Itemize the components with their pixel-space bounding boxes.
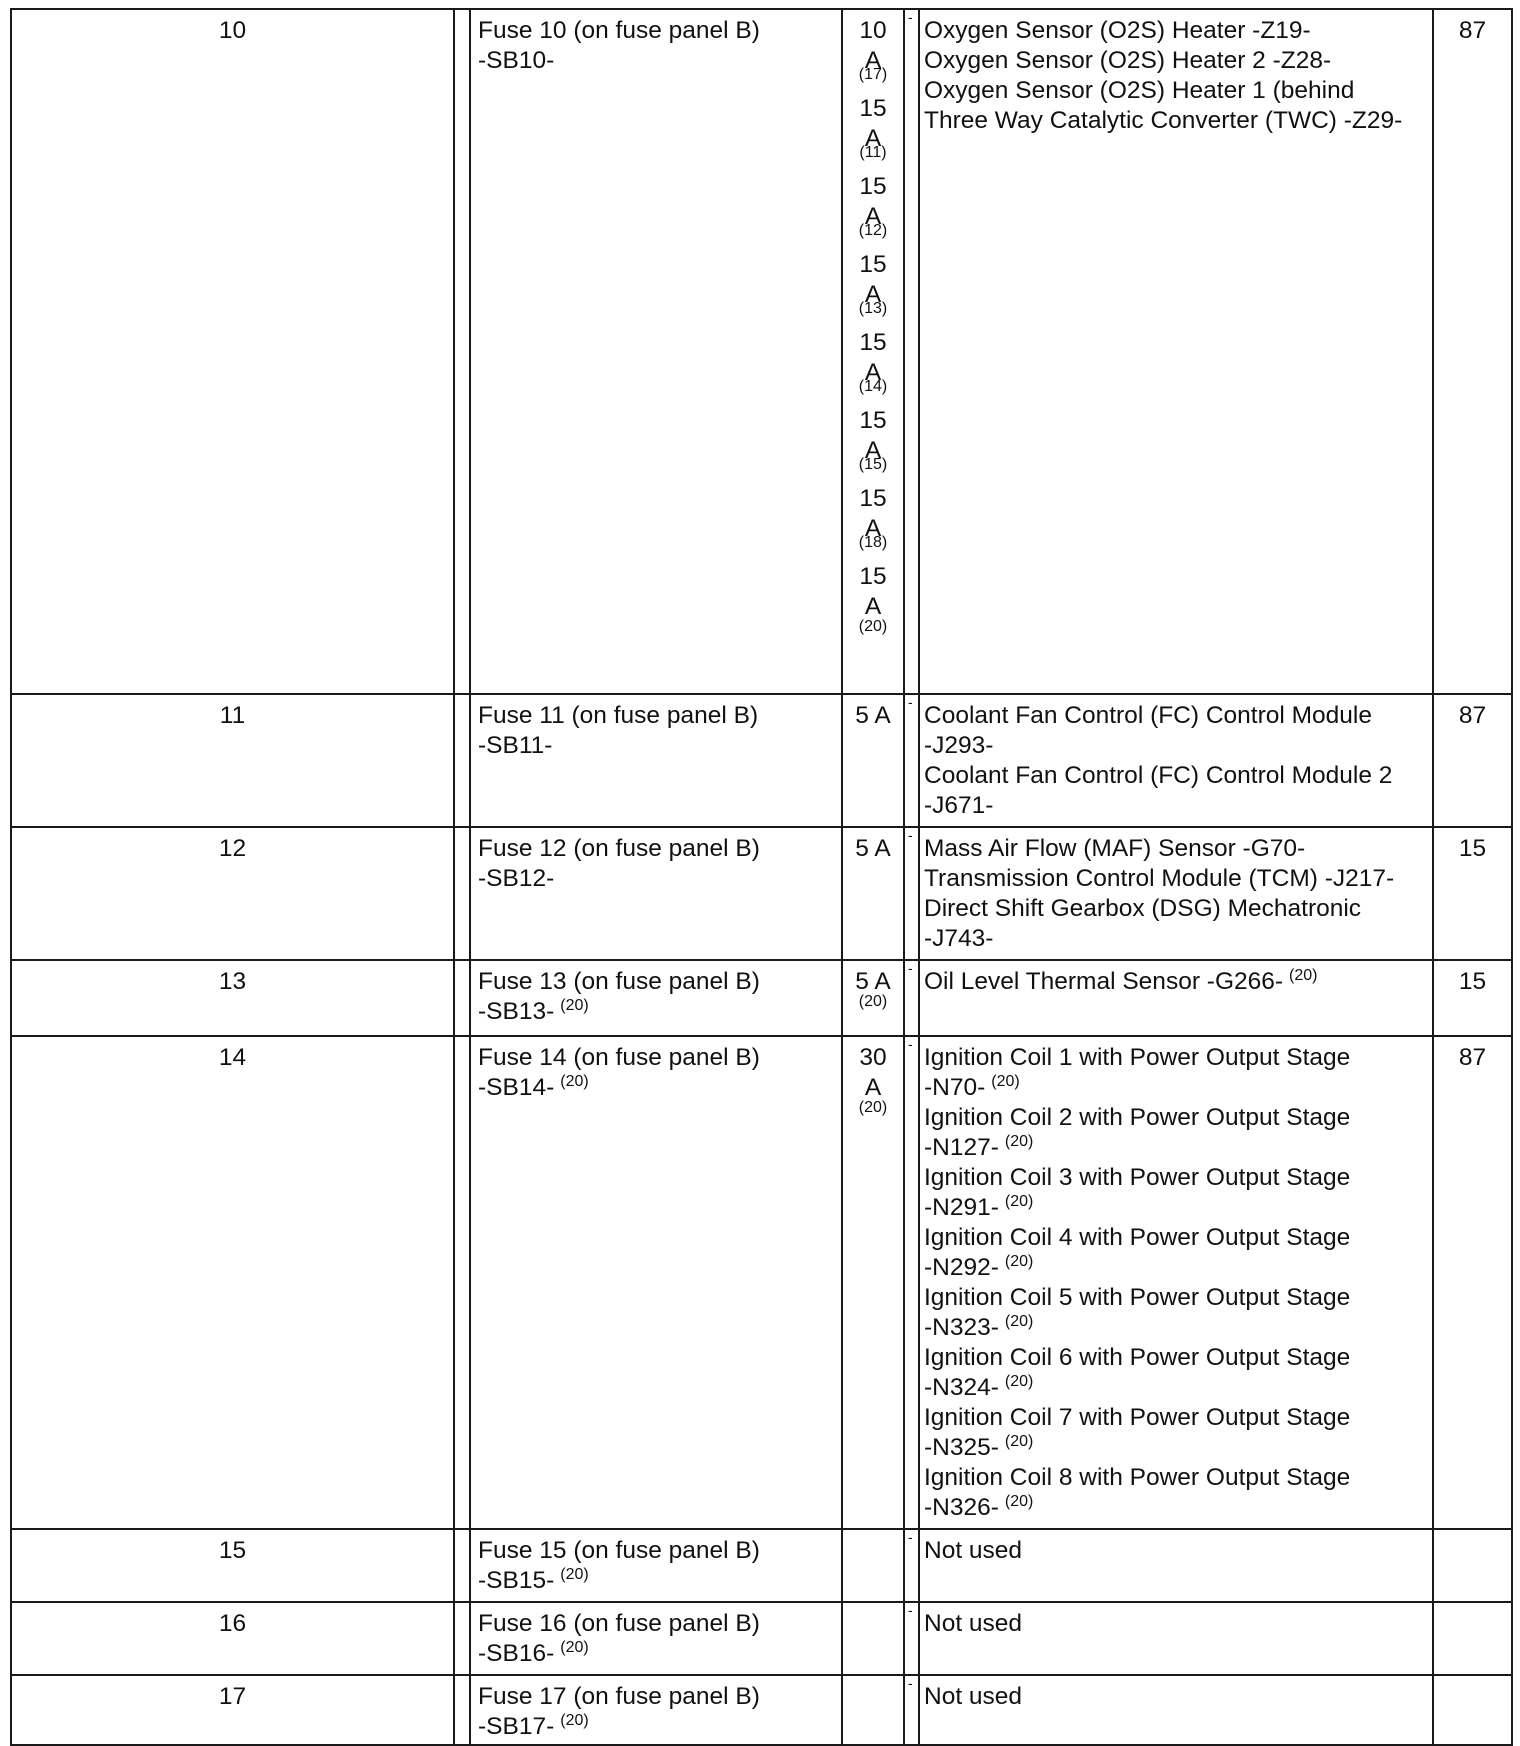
spacer-cell	[454, 1529, 470, 1602]
tick-cell: -	[904, 827, 919, 960]
fuse-rating	[842, 1602, 904, 1675]
fuse-description: Fuse 15 (on fuse panel B) -SB15- $^{(20)}$	[470, 1529, 842, 1602]
terminal: 87	[1433, 694, 1512, 827]
fuse-table	[10, 8, 1513, 1746]
fuse-description: Fuse 16 (on fuse panel B) -SB16- $^{(20)}$	[470, 1602, 842, 1675]
tick-cell: -	[904, 1602, 919, 1675]
consumer-list: Not used	[919, 1602, 1433, 1675]
fuse-description: Fuse 14 (on fuse panel B) -SB14- $^{(20)}$	[470, 1036, 842, 1529]
fuse-rating	[842, 9, 904, 694]
rating-entry: 10 A (17)	[858, 17, 888, 83]
fuse-rating	[842, 1675, 904, 1745]
fuse-rating: 5 A	[842, 827, 904, 960]
spacer-cell	[454, 1036, 470, 1529]
fuse-rating	[842, 1529, 904, 1602]
fuse-number: 14	[11, 1036, 454, 1529]
table-row	[11, 1036, 1512, 1529]
terminal: 15	[1433, 960, 1512, 1036]
fuse-number: 15	[11, 1529, 454, 1602]
rating-entry: 15 A (18)	[858, 485, 888, 551]
rating-entry: 15 A (20)	[858, 563, 888, 635]
tick-cell: -	[904, 9, 919, 694]
footnote-ref: (20)	[560, 1639, 589, 1656]
consumer-list: Ignition Coil 1 with Power Output Stage -N70- $^{(20)}$ Ignition Coil 2 with Power Output Stage -N127- $^{(20)}$ Ignition Coil 3 with Power Output Stage -N291- $^{(20)}$ Ignition Coil 4 with Power Output Stage -N292- $^{(20)}$ Ignition Coil 5 with Power Output Stage -N323- $^{(20)}$ Ignition Coil 6 with Power Output Stage -N324- $^{(20)}$ Ignition Coil 7 with Power Output Stage -N325- $^{(20)}$ Ignition Coil 8 with Power Output Stage -N326- $^{(20)}$	[919, 1036, 1433, 1529]
table-row	[11, 960, 1512, 1036]
rating-entry: 15 A (12)	[858, 173, 888, 239]
spacer-cell	[454, 960, 470, 1036]
consumer-list: Not used	[919, 1675, 1433, 1745]
table-row	[11, 1529, 1512, 1602]
rating-entry: 15 A (14)	[858, 329, 888, 395]
terminal	[1433, 1675, 1512, 1745]
spacer-cell	[454, 694, 470, 827]
rating-entry: 15 A (13)	[858, 251, 888, 317]
spacer-cell	[454, 9, 470, 694]
table-row	[11, 694, 1512, 827]
fuse-number: 10	[11, 9, 454, 694]
footnote-ref: (20)	[560, 997, 589, 1014]
terminal: 87	[1433, 9, 1512, 694]
fuse-rating: 5 A	[842, 694, 904, 827]
table-row	[11, 827, 1512, 960]
footnote-ref: (20)	[560, 1073, 589, 1090]
fuse-number: 13	[11, 960, 454, 1036]
fuse-description: Fuse 17 (on fuse panel B) -SB17- $^{(20)}$	[470, 1675, 842, 1745]
table-row	[11, 1675, 1512, 1745]
footnote-ref: (20)	[560, 1712, 589, 1729]
consumer-list: Oil Level Thermal Sensor -G266- $^{(20)}$	[919, 960, 1433, 1036]
fuse-description: Fuse 10 (on fuse panel B) -SB10-	[470, 9, 842, 694]
footnote-ref: (20)	[560, 1566, 589, 1583]
fuse-rating: 30 A (20)	[842, 1036, 904, 1529]
tick-cell: -	[904, 1529, 919, 1602]
rating-entry: 15 A (15)	[858, 407, 888, 473]
terminal: 15	[1433, 827, 1512, 960]
fuse-rating: 5 A (20)	[842, 960, 904, 1036]
fuse-number: 16	[11, 1602, 454, 1675]
spacer-cell	[454, 1602, 470, 1675]
fuse-number: 17	[11, 1675, 454, 1745]
fuse-description: Fuse 11 (on fuse panel B) -SB11-	[470, 694, 842, 827]
fuse-description: Fuse 12 (on fuse panel B) -SB12-	[470, 827, 842, 960]
footnote-ref: (20)	[1289, 967, 1318, 984]
tick-cell: -	[904, 694, 919, 827]
fuse-description: Fuse 13 (on fuse panel B) -SB13- $^{(20)}$	[470, 960, 842, 1036]
terminal: 87	[1433, 1036, 1512, 1529]
tick-cell: -	[904, 1036, 919, 1529]
spacer-cell	[454, 1675, 470, 1745]
table-row	[11, 1602, 1512, 1675]
fuse-number: 12	[11, 827, 454, 960]
terminal	[1433, 1529, 1512, 1602]
terminal	[1433, 1602, 1512, 1675]
consumer-list: Mass Air Flow (MAF) Sensor -G70- Transmission Control Module (TCM) -J217- Direct Shift Gearbox (DSG) Mechatronic -J743-	[919, 827, 1433, 960]
table-row	[11, 9, 1512, 694]
tick-cell: -	[904, 960, 919, 1036]
tick-cell: -	[904, 1675, 919, 1745]
consumer-list: Oxygen Sensor (O2S) Heater -Z19- Oxygen Sensor (O2S) Heater 2 -Z28- Oxygen Sensor (O2S) Heater 1 (behind Three Way Catalytic Converter (TWC) -Z29-	[919, 9, 1433, 694]
consumer-list: Not used	[919, 1529, 1433, 1602]
rating-entry: 15 A (11)	[859, 95, 887, 161]
fuse-number: 11	[11, 694, 454, 827]
consumer-list: Coolant Fan Control (FC) Control Module -J293- Coolant Fan Control (FC) Control Module 2 -J671-	[919, 694, 1433, 827]
spacer-cell	[454, 827, 470, 960]
